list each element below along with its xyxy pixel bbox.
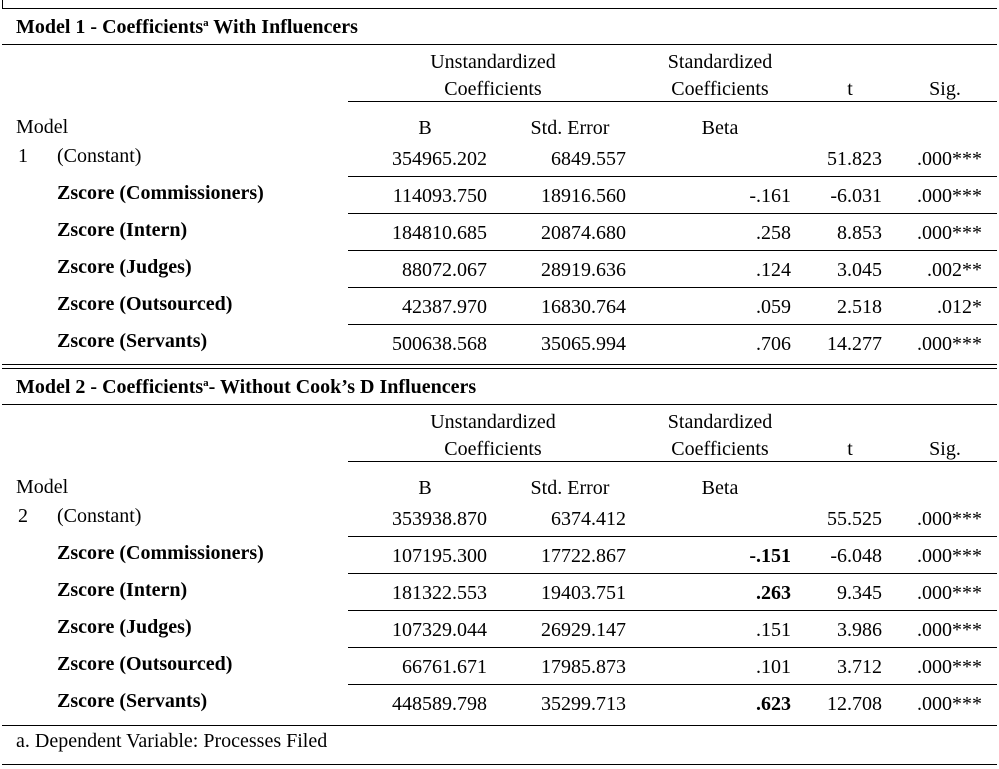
- row-beta: .263: [756, 582, 791, 604]
- row-t: 14.277: [827, 333, 882, 355]
- m2-unstd-header-1: Unstandardized: [430, 411, 556, 433]
- row-b: 448589.798: [392, 693, 487, 715]
- row-std-error: 6374.412: [551, 508, 626, 530]
- model2-title-rule: [2, 404, 997, 405]
- row-divider: [348, 176, 997, 177]
- row-t: 3.712: [837, 656, 882, 678]
- row-divider: [348, 536, 997, 537]
- row-beta: -.151: [749, 545, 791, 567]
- m1-unstd-header-2: Coefficients: [444, 78, 542, 100]
- m1-std-header-1: Standardized: [667, 51, 773, 73]
- row-std-error: 26929.147: [541, 619, 626, 641]
- row-divider: [348, 250, 997, 251]
- m2-sig-header: Sig.: [929, 438, 961, 460]
- row-b: 354965.202: [392, 148, 487, 170]
- row-label: Zscore (Servants): [57, 330, 208, 352]
- row-b: 66761.671: [402, 656, 487, 678]
- m1-std-header-2: Coefficients: [671, 78, 769, 100]
- m1-model-header: Model: [16, 116, 69, 138]
- row-std-error: 28919.636: [541, 259, 626, 281]
- m2-header-rule: [348, 461, 997, 462]
- row-label: Zscore (Judges): [57, 616, 192, 638]
- row-sig: .000***: [917, 222, 982, 244]
- bottom-border: [2, 764, 997, 765]
- row-t: -6.048: [830, 545, 882, 567]
- row-beta: .151: [756, 619, 791, 641]
- row-beta: .706: [756, 333, 791, 355]
- row-b: 114093.750: [392, 185, 487, 207]
- row-std-error: 35065.994: [541, 333, 626, 355]
- m1-sig-header: Sig.: [929, 78, 961, 100]
- m1-model-number: 1: [18, 145, 28, 167]
- row-label: Zscore (Commissioners): [57, 542, 264, 564]
- row-divider: [348, 684, 997, 685]
- row-beta: .258: [756, 222, 791, 244]
- row-b: 107329.044: [392, 619, 487, 641]
- row-std-error: 35299.713: [541, 693, 626, 715]
- m1-header-rule: [348, 101, 997, 102]
- row-beta: .059: [756, 296, 791, 318]
- row-b: 107195.300: [392, 545, 487, 567]
- row-sig: .000***: [917, 333, 982, 355]
- m1-b-header: B: [418, 117, 432, 139]
- model2-title: Model 2 - Coefficients$^a$- Without Cook’s D Influencers: [16, 376, 477, 398]
- m2-model-header: Model: [16, 476, 69, 498]
- row-beta: .623: [756, 693, 791, 715]
- row-sig: .000***: [917, 619, 982, 641]
- row-b: 181322.553: [392, 582, 487, 604]
- left-border-tick: [2, 0, 3, 8]
- m1-t-header: t: [847, 78, 853, 100]
- top-border: [2, 8, 997, 9]
- row-divider: [348, 287, 997, 288]
- row-b: 88072.067: [402, 259, 487, 281]
- m1-se-header: Std. Error: [530, 117, 610, 139]
- row-sig: .012*: [937, 296, 982, 318]
- row-beta: -.161: [749, 185, 791, 207]
- m1-beta-header: Beta: [701, 117, 739, 139]
- row-beta: .124: [756, 259, 791, 281]
- row-label: Zscore (Intern): [57, 219, 188, 241]
- row-t: 12.708: [827, 693, 882, 715]
- row-t: 2.518: [837, 296, 882, 318]
- row-label: Zscore (Commissioners): [57, 182, 264, 204]
- row-label: Zscore (Intern): [57, 579, 188, 601]
- row-divider: [348, 573, 997, 574]
- row-t: 51.823: [827, 148, 882, 170]
- row-divider: [348, 213, 997, 214]
- row-std-error: 17985.873: [541, 656, 626, 678]
- model-separator: [2, 364, 997, 369]
- row-t: 55.525: [827, 508, 882, 530]
- row-label: Zscore (Servants): [57, 690, 208, 712]
- row-t: 9.345: [837, 582, 882, 604]
- row-sig: .000***: [917, 693, 982, 715]
- m2-model-number: 2: [18, 505, 28, 527]
- m2-se-header: Std. Error: [530, 477, 610, 499]
- row-label: Zscore (Outsourced): [57, 653, 233, 675]
- row-sig: .000***: [917, 545, 982, 567]
- row-b: 353938.870: [392, 508, 487, 530]
- row-sig: .000***: [917, 185, 982, 207]
- row-std-error: 20874.680: [541, 222, 626, 244]
- m2-bottom-rule: [2, 725, 997, 726]
- row-label: Zscore (Judges): [57, 256, 192, 278]
- m2-t-header: t: [847, 438, 853, 460]
- row-sig: .000***: [917, 582, 982, 604]
- model1-title: Model 1 - Coefficients$^a$ With Influencers: [16, 16, 358, 38]
- row-sig: .000***: [917, 508, 982, 530]
- m1-unstd-header-1: Unstandardized: [430, 51, 556, 73]
- m2-b-header: B: [418, 477, 432, 499]
- row-std-error: 18916.560: [541, 185, 626, 207]
- m2-std-header-1: Standardized: [667, 411, 773, 433]
- footnote: a. Dependent Variable: Processes Filed: [16, 730, 328, 752]
- row-t: -6.031: [830, 185, 882, 207]
- m2-beta-header: Beta: [701, 477, 739, 499]
- row-std-error: 17722.867: [541, 545, 626, 567]
- model1-title-rule: [2, 44, 997, 45]
- row-t: 3.986: [837, 619, 882, 641]
- row-b: 500638.568: [392, 333, 487, 355]
- row-t: 3.045: [837, 259, 882, 281]
- row-b: 42387.970: [402, 296, 487, 318]
- row-std-error: 16830.764: [541, 296, 626, 318]
- row-sig: .002**: [927, 259, 982, 281]
- row-divider: [348, 610, 997, 611]
- row-std-error: 19403.751: [541, 582, 626, 604]
- row-label: (Constant): [57, 505, 142, 527]
- row-label: (Constant): [57, 145, 142, 167]
- row-t: 8.853: [837, 222, 882, 244]
- row-std-error: 6849.557: [551, 148, 626, 170]
- row-beta: .101: [756, 656, 791, 678]
- row-sig: .000***: [917, 148, 982, 170]
- row-sig: .000***: [917, 656, 982, 678]
- row-divider: [348, 324, 997, 325]
- row-b: 184810.685: [392, 222, 487, 244]
- m2-std-header-2: Coefficients: [671, 438, 769, 460]
- m2-unstd-header-2: Coefficients: [444, 438, 542, 460]
- row-divider: [348, 647, 997, 648]
- row-label: Zscore (Outsourced): [57, 293, 233, 315]
